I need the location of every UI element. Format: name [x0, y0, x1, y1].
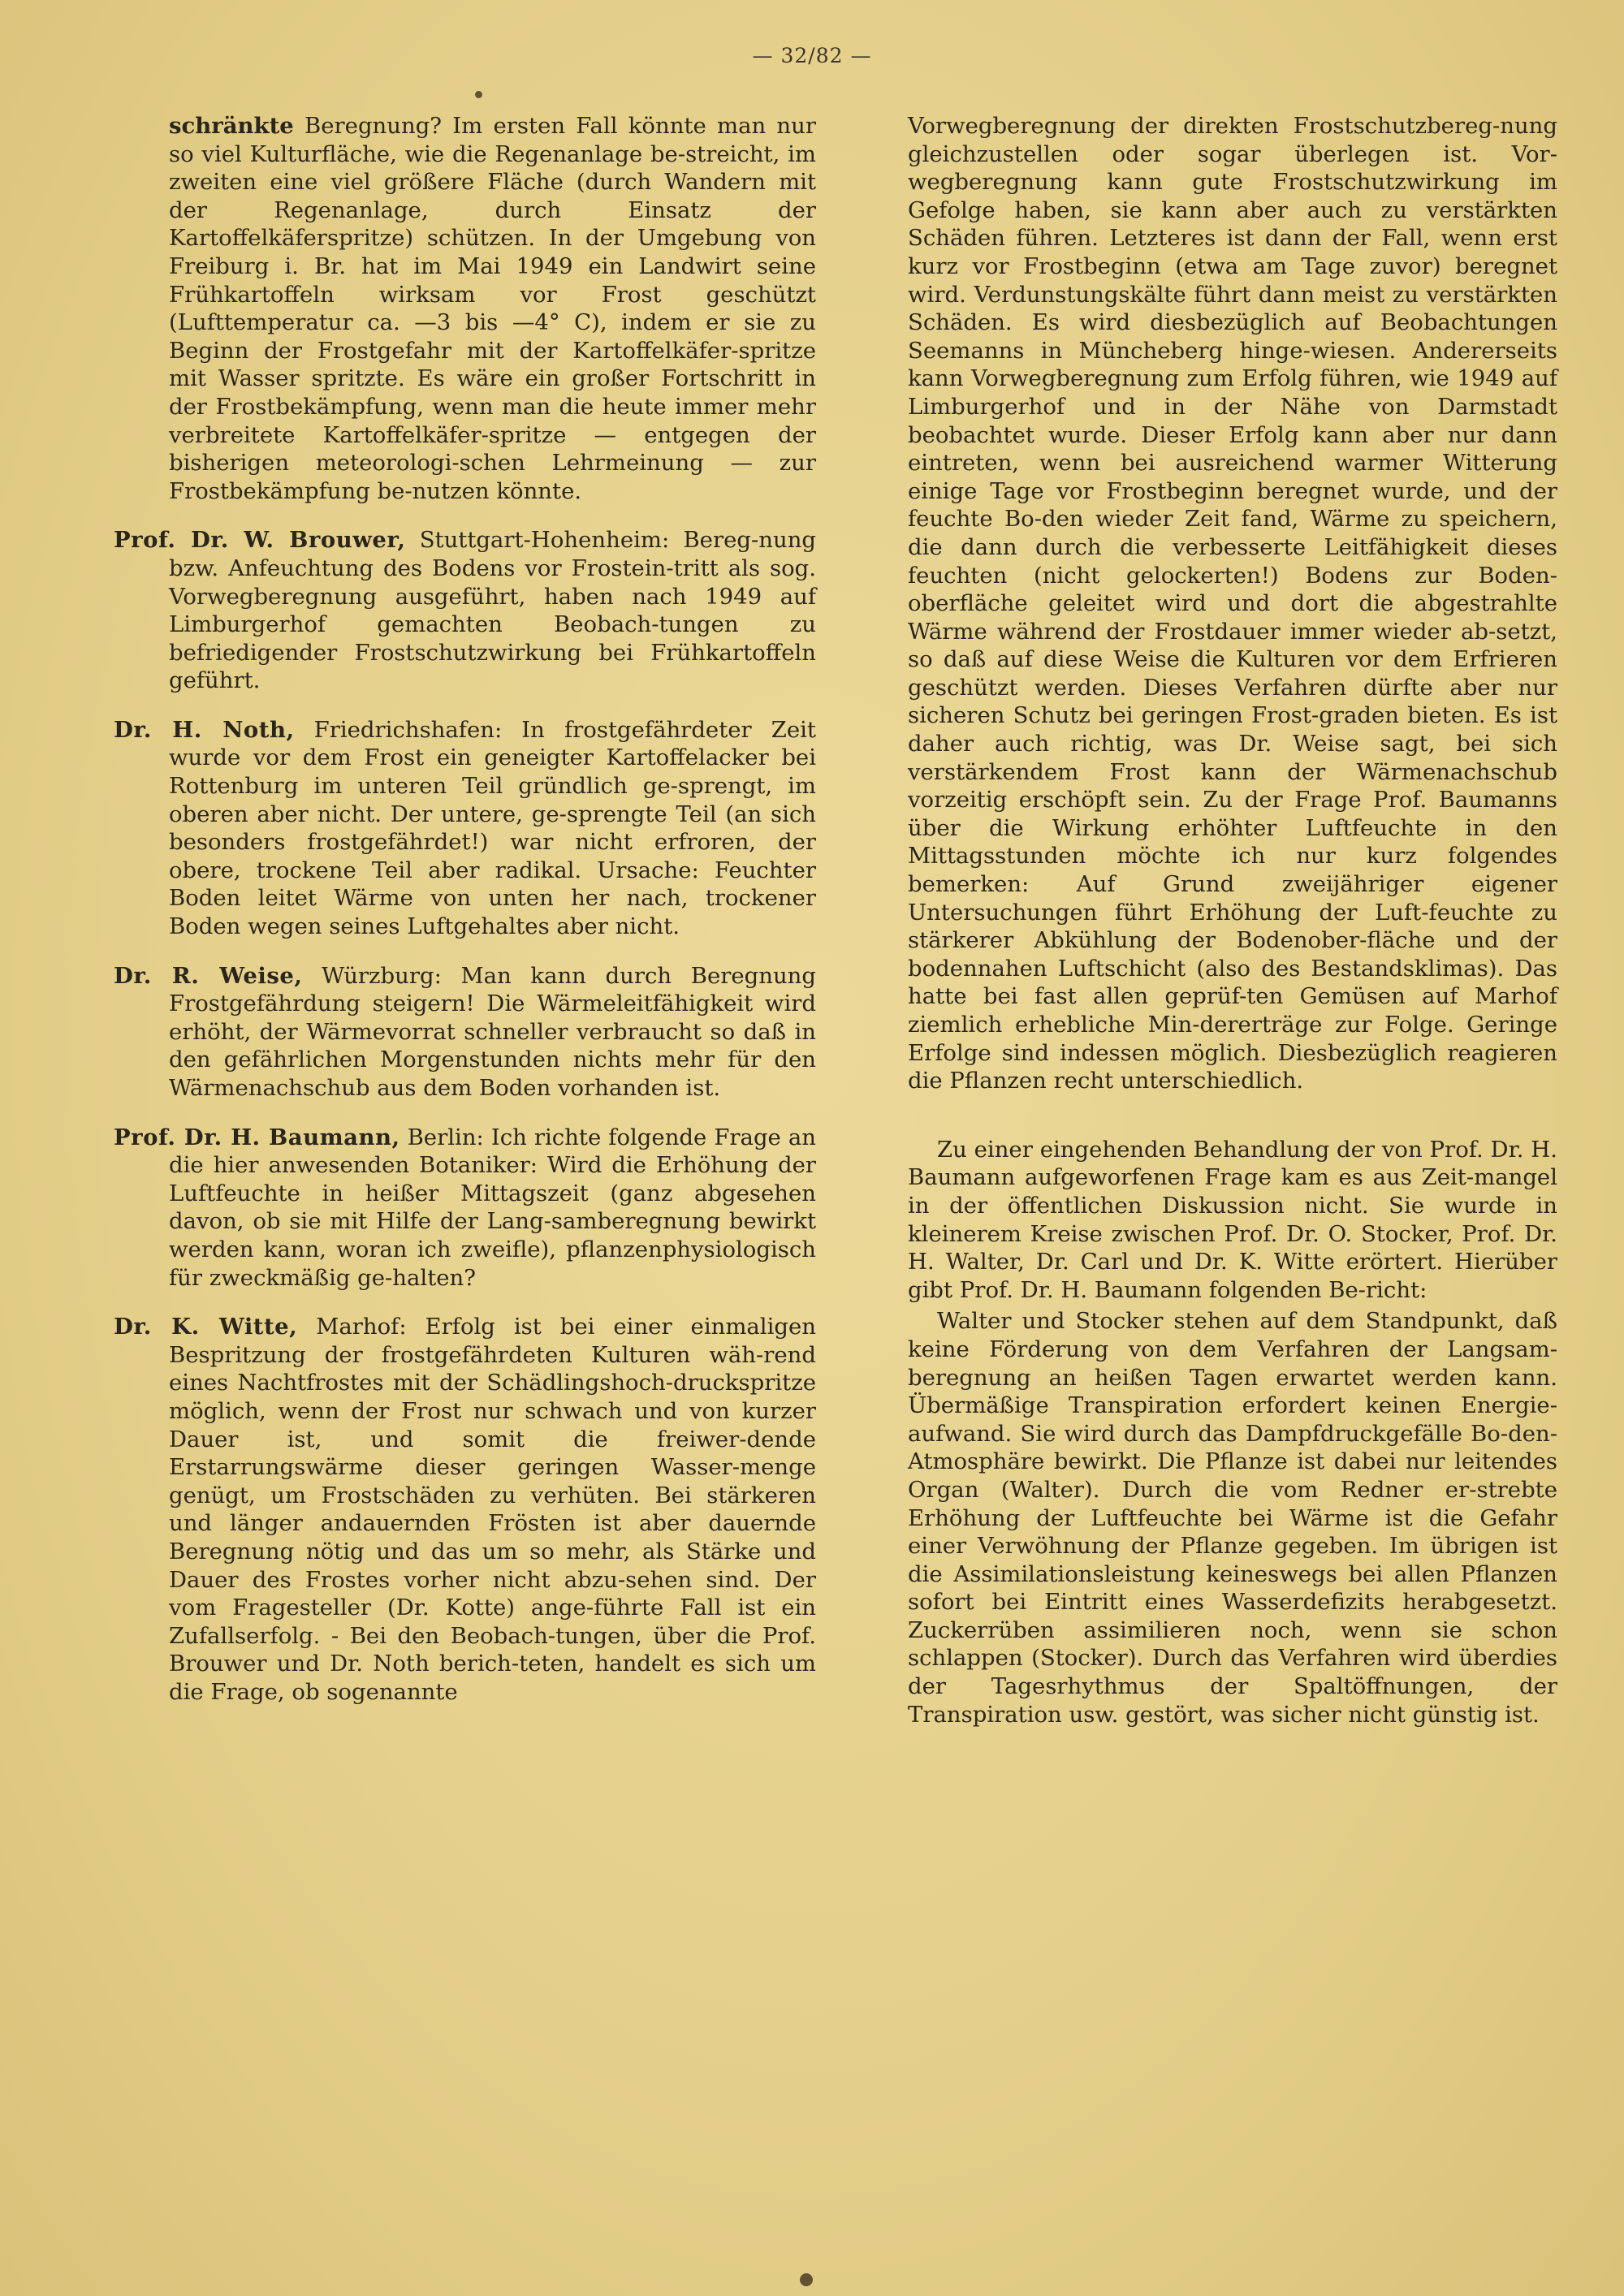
entry-text: Würzburg: Man kann durch Beregnung Frostgefährdung steigern! Die Wärmeleitfähigkeit wird erhöht, der Wärmevorrat schneller verbraucht so daß in den gefährlichen Morgenstunden nichts mehr für den Wärmenachschub aus dem Boden vorhanden ist.	[169, 962, 816, 1101]
entry-text: Berlin: Ich richte folgende Frage an die hier anwesenden Botaniker: Wird die Erhöhung der Luftfeuchte in heißer Mittagszeit (ganz abgesehen davon, ob sie mit Hilfe der Lang-samberegnung bewirkt werden kann, woran ich zweifle), pflanzenphysiologisch für zweckmäßig ge-halten?	[169, 1124, 816, 1291]
left-column	[114, 112, 816, 1706]
continuation-lead-word: schränkte	[169, 113, 294, 139]
speaker-name: Prof. Dr. W. Brouwer,	[114, 527, 406, 554]
discussion-entry-weise	[114, 962, 816, 1103]
discussion-entry-brouwer	[114, 526, 816, 695]
speaker-name: Prof. Dr. H. Baumann,	[114, 1124, 400, 1150]
report-body-paragraph: Walter und Stocker stehen auf dem Standpunkt, daß keine Förderung von dem Verfahren der Langsam-beregnung an heißen Tagen erwartet werden kann. Übermäßige Transpiration erfordert keinen Energie-aufwand. Sie wird durch das Dampfdruckgefälle Bo-den-Atmosphäre bewirkt. Die Pflanze ist dabei nur leitendes Organ (Walter). Durch die vom Redner er-strebte Erhöhung der Luftfeuchte bei Wärme ist die Gefahr einer Verwöhnung der Pflanze gegeben. Im übrigen ist die Assimilationsleistung keineswegs bei allen Pflanzen sofort bei Eintritt eines Wasserdefizits herabgesetzt. Zuckerrüben assimilieren noch, wenn sie schon schlappen (Stocker). Durch das Verfahren wird überdies der Tagesrhythmus der Spaltöffnungen, der Transpiration usw. gestört, was sicher nicht günstig ist.	[908, 1308, 1557, 1728]
discussion-entry-baumann	[114, 1124, 816, 1293]
page-number: — 32/82 —	[752, 44, 872, 67]
speaker-name: Dr. H. Noth,	[114, 716, 295, 743]
paper-fleck	[800, 2273, 813, 2286]
discussion-entry-noth	[114, 716, 816, 941]
continuation-paragraph	[114, 112, 816, 505]
speaker-name: Dr. K. Witte,	[114, 1314, 298, 1340]
witte-continuation-paragraph: Vorwegberegnung der direkten Frostschutzbereg-nung gleichzustellen oder sogar überlegen ist. Vor-wegberegnung kann gute Frostschutzwirkung im Gefolge haben, sie kann aber auch zu verstärkten Schäden führen. Letzteres ist dann der Fall, wenn erst kurz vor Frostbeginn (etwa am Tage zuvor) beregnet wird. Verdunstungskälte führt dann meist zu verstärkten Schäden. Es wird diesbezüglich auf Beobachtungen Seemanns in Müncheberg hinge-wiesen. Andererseits kann Vorwegberegnung zum Erfolg führen, wie 1949 auf Limburgerhof und in der Nähe von Darmstadt beobachtet wurde. Dieser Erfolg kann aber nur dann eintreten, wenn bei ausreichend warmer Witterung einige Tage vor Frostbeginn beregnet wurde, und der feuchte Bo-den wieder Zeit fand, Wärme zu speichern, die dann durch die verbesserte Leitfähigkeit dieses feuchten (nicht gelockerten!) Bodens zur Boden-oberfläche geleitet wird und dort die abgestrahlte Wärme während der Frostdauer immer wieder ab-setzt, so daß auf diese Weise die Kulturen vor dem Erfrieren geschützt werden. Dieses Verfahren dürfte aber nur sicheren Schutz bei geringen Frost-graden bieten. Es ist daher auch richtig, was Dr. Weise sagt, bei sich verstärkendem Frost kann der Wärmenachschub vorzeitig erschöpft sein. Zu der Frage Prof. Baumanns über die Wirkung erhöhter Luftfeuchte in den Mittagsstunden möchte ich nur kurz folgendes bemerken: Auf Grund zweijähriger eigener Untersuchungen führt Erhöhung der Luft-feuchte zu stärkerer Abkühlung der Bodenober-fläche und der bodennahen Luftschicht (also des Bestandsklimas). Das hatte bei fast allen geprüf-ten Gemüsen auf Marhof ziemlich erhebliche Min-dererträge zur Folge. Geringe Erfolge sind indessen möglich. Diesbezüglich reagieren die Pflanzen recht unterschiedlich.	[908, 113, 1557, 1094]
entry-text: Stuttgart-Hohenheim: Bereg-nung bzw. Anfeuchtung des Bodens vor Frostein-tritt als sog. Vorwegberegnung ausgeführt, haben nach 1949 auf Limburgerhof gemachten Beobach-tungen zu befriedigender Frostschutzwirkung bei Frühkartoffeln geführt.	[169, 527, 817, 694]
entry-text: Friedrichshafen: In frostgefährdeter Zeit wurde vor dem Frost ein geneigter Kartoffelacker bei Rottenburg im unteren Teil gründlich ge-sprengt, im oberen aber nicht. Der untere, ge-sprengte Teil (an sich besonders frostgefährdet!) war nicht erfroren, der obere, trockene Teil aber radikal. Ursache: Feuchter Boden leitet Wärme von unten her nach, trockener Boden wegen seines Luftgehaltes aber nicht.	[169, 716, 816, 940]
right-column	[908, 112, 1557, 1728]
continuation-text: Beregnung? Im ersten Fall könnte man nur so viel Kulturfläche, wie die Regenanlage be-streicht, im zweiten eine viel größere Fläche (durch Wandern mit der Regenanlage, durch Einsatz der Kartoffelkäferspritze) schützen. In der Umgebung von Freiburg i. Br. hat im Mai 1949 ein Landwirt seine Frühkartoffeln wirksam vor Frost geschützt (Lufttemperatur ca. —3 bis —4° C), indem er sie zu Beginn der Frostgefahr mit der Kartoffelkäfer-spritze mit Wasser spritzte. Es wäre ein großer Fortschritt in der Frostbekämpfung, wenn man die heute immer mehr verbreitete Kartoffelkäfer-spritze — entgegen der bisherigen meteorologi-schen Lehrmeinung — zur Frostbekämpfung be-nutzen könnte.	[169, 113, 816, 504]
discussion-entry-witte	[114, 1313, 816, 1706]
entry-text: Marhof: Erfolg ist bei einer einmaligen Bespritzung der frostgefährdeten Kulturen wäh-rend eines Nachtfrostes mit der Schädlingshoch-druckspritze möglich, wenn der Frost nur schwach und von kurzer Dauer ist, und somit die freiwer-dende Erstarrungswärme dieser geringen Wasser-menge genügt, um Frostschäden zu verhüten. Bei stärkeren und länger andauernden Frösten ist aber dauernde Beregnung nötig und das um so mehr, als Stärke und Dauer des Frostes vorher nicht abzu-sehen sind. Der vom Fragesteller (Dr. Kotte) ange-führte Fall ist ein Zufallserfolg. - Bei den Beobach-tungen, über die Prof. Brouwer und Dr. Noth berich-teten, handelt es sich um die Frage, ob sogenannte	[169, 1314, 816, 1705]
report-intro-paragraph: Zu einer eingehenden Behandlung der von Prof. Dr. H. Baumann aufgeworfenen Frage kam es aus Zeit-mangel in der öffentlichen Diskussion nicht. Sie wurde in kleinerem Kreise zwischen Prof. Dr. O. Stocker, Prof. Dr. H. Walter, Dr. Carl und Dr. K. Witte erörtert. Hierüber gibt Prof. Dr. H. Baumann folgenden Be-richt:	[908, 1136, 1557, 1303]
speaker-name: Dr. R. Weise,	[114, 962, 303, 989]
paper-fleck	[475, 91, 482, 98]
